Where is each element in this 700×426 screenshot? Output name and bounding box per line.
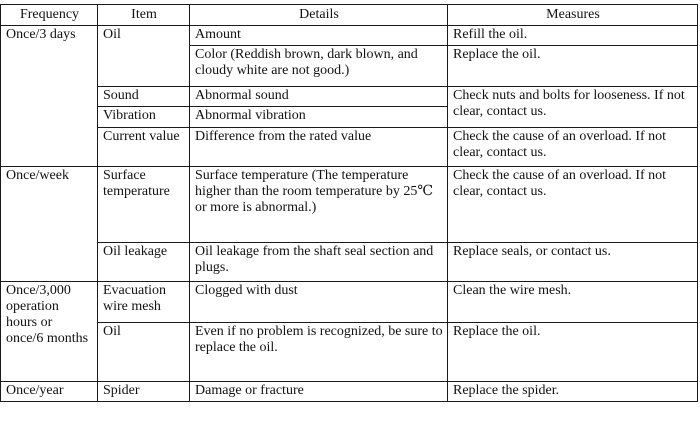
details-cell: Difference from the rated value: [190, 128, 448, 167]
item-cell: Oil leakage: [98, 243, 190, 282]
table-row: [1, 382, 698, 402]
header-frequency: Frequency: [1, 5, 98, 26]
header-item: Item: [98, 5, 190, 26]
frequency-cell: Once/3,000 operation hours or once/6 months: [1, 282, 98, 382]
measures-cell: Check the cause of an overload. If not clear, contact us.: [448, 167, 698, 243]
item-cell: Vibration: [98, 107, 190, 128]
table-row: [1, 243, 698, 282]
frequency-cell: Once/week: [1, 167, 98, 282]
table-header-row: [1, 5, 698, 26]
measures-cell: Replace the oil.: [448, 46, 698, 87]
table-row: [1, 167, 698, 243]
item-cell: Surface temperature: [98, 167, 190, 243]
header-details: Details: [190, 5, 448, 26]
measures-cell: Replace the spider.: [448, 382, 698, 402]
measures-cell: Clean the wire mesh.: [448, 282, 698, 323]
frequency-cell: Once/3 days: [1, 26, 98, 167]
measures-cell: Check the cause of an overload. If not clear, contact us.: [448, 128, 698, 167]
details-cell: Even if no problem is recognized, be sure to replace the oil.: [190, 323, 448, 382]
details-cell: Surface temperature (The temperature higher than the room temperature by 25℃ or more is abnormal.): [190, 167, 448, 243]
item-cell: Oil: [98, 26, 190, 87]
table-row: [1, 282, 698, 323]
details-cell: Color (Reddish brown, dark blown, and cloudy white are not good.): [190, 46, 448, 87]
measures-cell: Replace seals, or contact us.: [448, 243, 698, 282]
item-cell: Spider: [98, 382, 190, 402]
details-cell: Amount: [190, 26, 448, 46]
measures-cell: Replace the oil.: [448, 323, 698, 382]
table-row: [1, 323, 698, 382]
details-cell: Oil leakage from the shaft seal section and plugs.: [190, 243, 448, 282]
item-cell: Oil: [98, 323, 190, 382]
item-cell: Sound: [98, 87, 190, 107]
measures-cell: Check nuts and bolts for looseness. If not clear, contact us.: [448, 87, 698, 128]
table-row: [1, 128, 698, 167]
header-measures: Measures: [448, 5, 698, 26]
table-row: [1, 87, 698, 107]
details-cell: Damage or fracture: [190, 382, 448, 402]
measures-cell: Refill the oil.: [448, 26, 698, 46]
details-cell: Abnormal vibration: [190, 107, 448, 128]
inspection-table: [0, 4, 698, 402]
details-cell: Abnormal sound: [190, 87, 448, 107]
item-cell: Evacuation wire mesh: [98, 282, 190, 323]
table-row: [1, 26, 698, 46]
frequency-cell: Once/year: [1, 382, 98, 402]
item-cell: Current value: [98, 128, 190, 167]
details-cell: Clogged with dust: [190, 282, 448, 323]
